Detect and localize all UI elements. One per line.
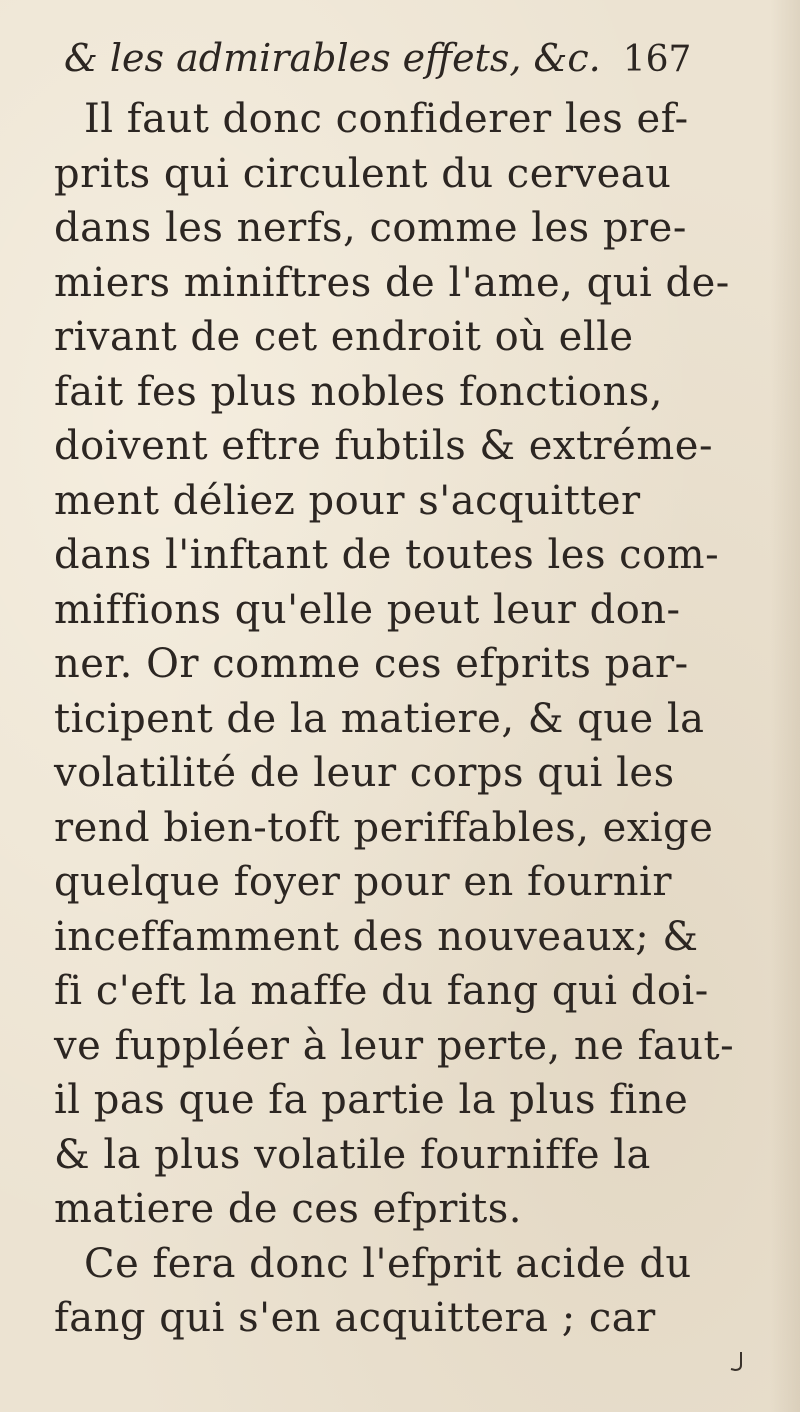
text-line: Ce fera donc l'efprit acide du [84,1240,692,1287]
ink-mark-icon [729,1351,745,1373]
text-line: il pas que fa partie la plus fine [54,1077,689,1123]
text-line: ment déliez pour s'acquitter [54,477,641,524]
text-line: ner. Or comme ces efprits par- [54,641,689,687]
text-line: rend bien-toft periffables, exige [54,804,714,851]
text-line: inceffamment des nouveaux; & [54,913,699,960]
text-line: fang qui s'en acquittera ; car [54,1295,656,1341]
text-line: rivant de cet endroit où elle [54,314,634,360]
text-line: ve fuppléer à leur perte, ne faut- [54,1022,735,1069]
text-line: & la plus volatile fourniffe la [54,1131,651,1178]
body-text [54,92,744,1346]
text-line: fi c'eft la maffe du fang qui doi- [54,968,709,1014]
text-line: fait fes plus nobles fonctions, [54,368,664,415]
text-line: doivent eftre fubtils & extréme- [54,423,713,469]
text-line: ticipent de la matiere, & que la [54,695,705,742]
text-line: prits qui circulent du cerveau [54,150,672,197]
text-line: dans les nerfs, comme les pre- [54,205,687,251]
text-line: miffions qu'elle peut leur don- [54,586,681,633]
page-edge-shadow [770,0,800,1412]
text-line: matiere de ces efprits. [54,1186,522,1232]
running-head-title: & les admirables effets, &c. [64,36,601,80]
page-number: 167 [622,39,692,80]
text-line: dans l'inftant de toutes les com- [54,532,720,578]
running-head [64,36,724,92]
text-line: Il faut donc confiderer les ef- [84,96,689,142]
text-line: quelque foyer pour en fournir [54,859,672,905]
text-line: volatilité de leur corps qui les [54,750,675,796]
text-line: miers miniftres de l'ame, qui de- [54,259,730,306]
